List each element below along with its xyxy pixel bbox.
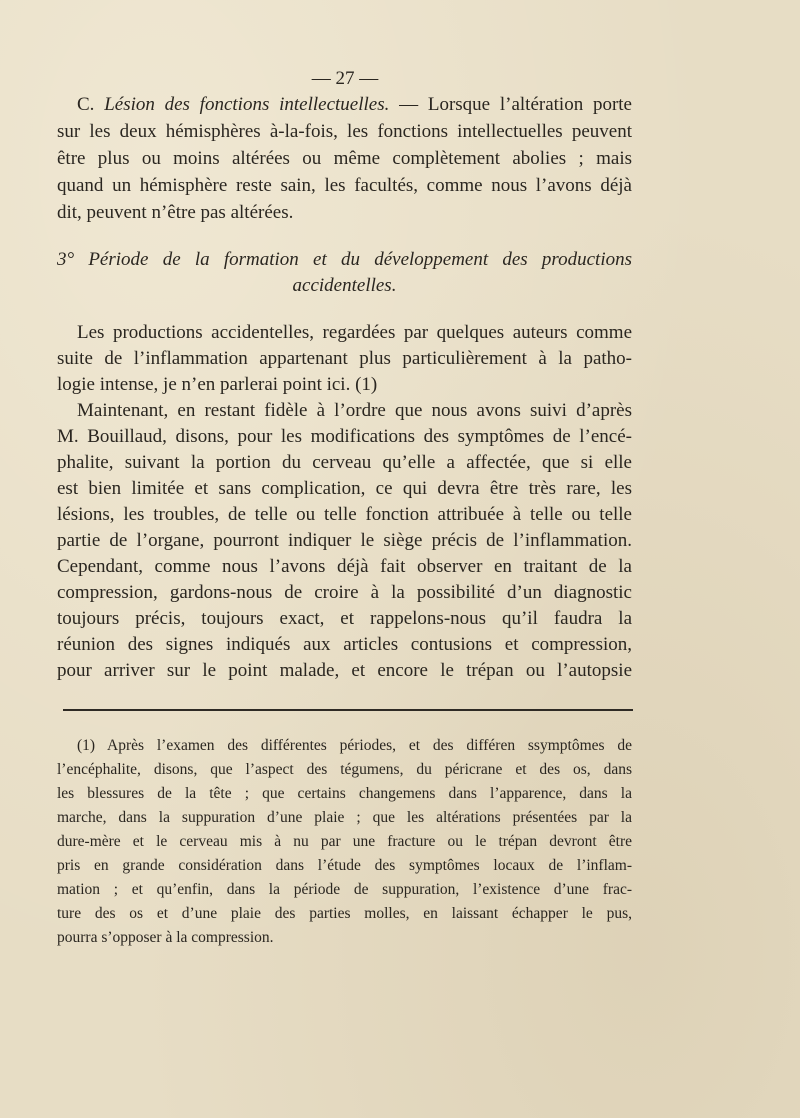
body-line-6: est bien limitée et sans complication, ce qui devra être très rare, les xyxy=(57,478,632,499)
footnote-line-0: (1) Après l’examen des différentes périodes, et des différen ssymptômes de xyxy=(77,737,632,754)
section-c-line-0: — Lorsque l’altération porte xyxy=(399,94,632,115)
page-number: — 27 — xyxy=(311,68,379,89)
section-3-heading-line1: 3° Période de la formation et du développement des productions xyxy=(57,249,632,270)
footnote-line-7: ture des os et d’une plaie des parties molles, en laissant échapper le pus, xyxy=(57,905,632,922)
body-line-10: compression, gardons-nous de croire à la possibilité d’un diagnostic xyxy=(57,582,632,603)
body-line-5: phalite, suivant la portion du cerveau qu’elle a affectée, que si elle xyxy=(57,452,632,473)
body-line-9: Cependant, comme nous l’avons déjà fait observer en traitant de la xyxy=(57,556,632,577)
section-3-heading-line2: accidentelles. xyxy=(292,275,397,296)
section-c-title: Lésion des fonctions intellectuelles. xyxy=(104,94,390,115)
footnote-line-3: marche, dans la suppuration d’une plaie ; que les altérations présentées par la xyxy=(57,809,632,826)
footnote-line-2: les blessures de la tête ; que certains changemens dans l’apparence, dans la xyxy=(57,785,632,802)
section-c-line-4: dit, peuvent n’être pas altérées. xyxy=(57,202,294,223)
footnote-line-5: pris en grande considération dans l’étude des symptômes locaux de l’inflam- xyxy=(57,857,632,874)
section-c-first-line xyxy=(57,92,632,118)
section-c-line-1: sur les deux hémisphères à-la-fois, les fonctions intellectuelles peuvent xyxy=(57,121,632,142)
body-line-11: toujours précis, toujours exact, et rappelons-nous qu’il faudra la xyxy=(57,608,632,629)
body-line-13: pour arriver sur le point malade, et encore le trépan ou l’autopsie xyxy=(57,660,632,681)
section-c-line-3: quand un hémisphère reste sain, les facultés, comme nous l’avons déjà xyxy=(57,175,632,196)
body-line-2: logie intense, je n’en parlerai point ici. (1) xyxy=(57,374,378,395)
section-c-line-2: être plus ou moins altérées ou même complètement abolies ; mais xyxy=(57,148,632,169)
footnote-line-6: mation ; et qu’enfin, dans la période de suppuration, l’existence d’une frac- xyxy=(57,881,632,898)
body-line-4: M. Bouillaud, disons, pour les modifications des symptômes de l’encé- xyxy=(57,426,632,447)
footnote-divider xyxy=(63,709,633,711)
body-line-1: suite de l’inflammation appartenant plus particulièrement à la patho- xyxy=(57,348,632,369)
footnote-line-4: dure-mère et le cerveau mis à nu par une fracture ou le trépan devront être xyxy=(57,833,632,850)
body-line-0: Les productions accidentelles, regardées par quelques auteurs comme xyxy=(77,322,632,343)
body-line-7: lésions, les troubles, de telle ou telle fonction attribuée à telle ou telle xyxy=(57,504,632,525)
footnote-line-1: l’encéphalite, disons, que l’aspect des tégumens, du péricrane et des os, dans xyxy=(57,761,632,778)
footnote-line-8: pourra s’opposer à la compression. xyxy=(57,929,274,946)
body-line-12: réunion des signes indiqués aux articles contusions et compression, xyxy=(57,634,632,655)
body-line-3: Maintenant, en restant fidèle à l’ordre que nous avons suivi d’après xyxy=(77,400,632,421)
section-c-label: C. xyxy=(77,94,95,115)
body-line-8: partie de l’organe, pourront indiquer le siège précis de l’inflammation. xyxy=(57,530,632,551)
